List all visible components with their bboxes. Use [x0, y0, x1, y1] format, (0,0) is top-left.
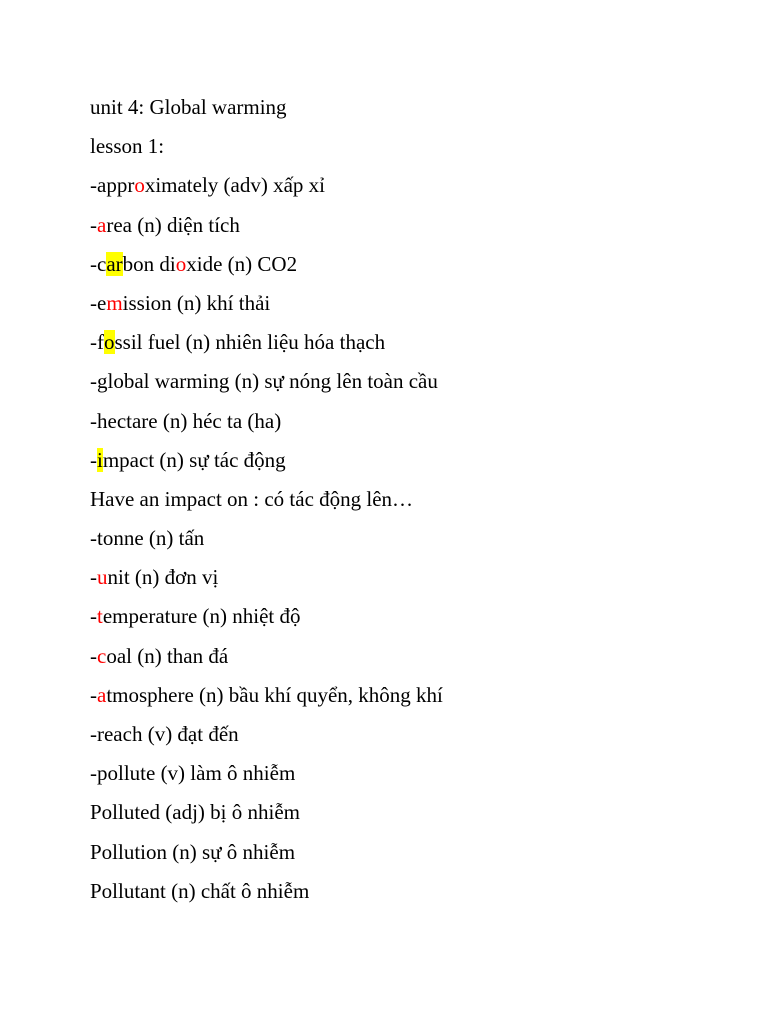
text-segment: -global warming (n) sự nóng lên toàn cầu — [90, 369, 438, 394]
text-segment: - — [90, 565, 97, 590]
vocab-line-atmosphere — [90, 676, 730, 715]
vocab-line-global-warming — [90, 362, 730, 401]
stress-mark: i — [97, 447, 103, 472]
stress-mark: o — [175, 251, 187, 276]
vocab-line-pollution — [90, 833, 730, 872]
vocab-line-pollutant — [90, 872, 730, 911]
vocab-line-have-an-impact — [90, 480, 730, 519]
vocab-line-emission — [90, 284, 730, 323]
text-segment: - — [90, 604, 97, 629]
text-segment: Have an impact on : có tác động lên… — [90, 486, 414, 511]
vocab-line-lesson — [90, 127, 730, 166]
text-segment: - — [90, 682, 97, 707]
text-segment: -tonne (n) tấn — [90, 526, 205, 551]
vocab-line-pollute — [90, 754, 730, 793]
vocab-line-carbon-dioxide — [90, 245, 730, 284]
stress-mark: a — [97, 682, 107, 707]
stress-mark: u — [97, 565, 108, 590]
text-segment: -hectare (n) héc ta (ha) — [90, 408, 282, 433]
text-segment: - — [90, 212, 97, 237]
text-segment: - — [90, 643, 97, 668]
text-segment: unit 4: Global warming — [90, 95, 287, 119]
text-segment: -reach (v) đạt đến — [90, 722, 239, 746]
vocab-line-tonne — [90, 519, 730, 558]
text-segment: -c — [90, 251, 107, 276]
text-segment: bon di — [122, 251, 176, 276]
text-segment: rea (n) diện tích — [106, 212, 240, 237]
text-segment: Pollutant (n) chất ô nhiễm — [90, 878, 310, 903]
vocab-line-impact — [90, 441, 730, 480]
text-segment: oal (n) than đá — [106, 643, 229, 668]
vocab-line-reach — [90, 715, 730, 754]
stress-mark: o — [104, 330, 115, 355]
text-segment: -e — [90, 290, 107, 315]
stress-mark: m — [106, 290, 123, 315]
vocab-line-fossil-fuel — [90, 323, 730, 362]
text-segment: -f — [90, 330, 104, 355]
text-segment: tmosphere (n) bầu khí quyển, không khí — [106, 682, 443, 707]
text-segment: -appr — [90, 173, 135, 198]
stress-mark: c — [97, 643, 107, 668]
vocabulary-document — [90, 88, 730, 911]
text-segment: ximately (adv) xấp xỉ — [144, 173, 326, 198]
text-segment: Polluted (adj) bị ô nhiễm — [90, 800, 300, 825]
text-segment: nit (n) đơn vị — [107, 565, 219, 590]
vocab-line-approximately — [90, 166, 730, 205]
text-segment: emperature (n) nhiệt độ — [102, 604, 301, 629]
text-segment: ssil fuel (n) nhiên liệu hóa thạch — [114, 330, 386, 355]
text-segment: - — [90, 447, 97, 472]
stress-mark: o — [134, 173, 145, 198]
text-segment: Pollution (n) sự ô nhiễm — [90, 839, 296, 864]
text-segment: ission (n) khí thải — [122, 290, 271, 315]
text-segment: mpact (n) sự tác động — [102, 447, 286, 472]
text-segment: xide (n) CO2 — [186, 251, 298, 276]
stress-mark: t — [97, 604, 103, 629]
text-segment: lesson 1: — [90, 134, 165, 159]
vocab-line-unit — [90, 558, 730, 597]
text-segment: -pollute (v) làm ô nhiễm — [90, 761, 296, 786]
stress-mark: a — [97, 212, 107, 237]
vocab-line-temperature — [90, 597, 730, 636]
vocab-line-title — [90, 88, 730, 127]
vocab-line-coal — [90, 637, 730, 676]
stress-mark: ar — [106, 251, 123, 276]
vocab-line-area — [90, 206, 730, 245]
vocab-line-hectare — [90, 402, 730, 441]
vocab-line-polluted — [90, 793, 730, 832]
